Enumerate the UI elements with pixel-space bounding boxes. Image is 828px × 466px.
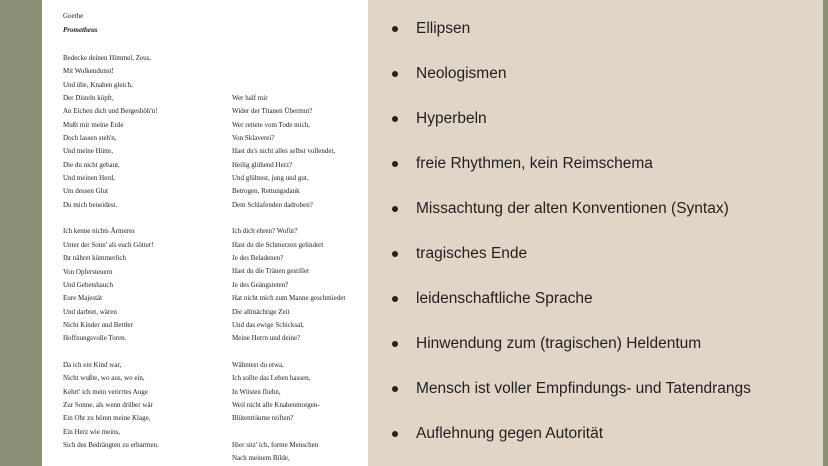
poem-line: Da ich ein Kind war, xyxy=(63,360,122,369)
poem-line: Die allmächtige Zeit xyxy=(232,307,290,316)
poem-line: Ein Ohr zu hören meine Klage, xyxy=(63,414,151,423)
poem-line: Und glühtest, jung und gut, xyxy=(232,174,309,183)
poem-line: Hast du's nicht alles selbst vollendet, xyxy=(232,147,336,156)
bullet-text: Auflehnung gegen Autorität xyxy=(416,425,604,442)
stanza-gap xyxy=(232,426,345,439)
stanza-gap xyxy=(232,212,345,225)
poem-line: An Eichen dich und Bergeshöh'n! xyxy=(63,107,158,116)
bullet-item xyxy=(392,333,812,355)
stanza-gap xyxy=(63,346,159,359)
right-border xyxy=(823,0,828,466)
poem-line: Ich sollte das Leben hassen, xyxy=(232,374,311,383)
poem-line: Und meinen Herd, xyxy=(63,174,115,183)
bullet-dot-icon xyxy=(392,251,398,257)
bullet-text: Ellipsen xyxy=(416,20,471,37)
bullet-item xyxy=(392,63,812,85)
poem-line: Und das ewige Schicksal, xyxy=(232,320,304,329)
poem-line: Von Opfersteuern xyxy=(63,267,113,276)
poem-line: Und übe, Knaben gleich, xyxy=(63,80,133,89)
bullet-dot-icon xyxy=(392,296,398,302)
poem-line: Und Gebetshauch xyxy=(63,280,113,289)
poem-line: Je des Geängsteten? xyxy=(232,280,289,289)
poem-line: Ihr nähret kümmerlich xyxy=(63,254,126,263)
stanza-gap xyxy=(232,346,345,359)
poem-line: Mußt mir meine Erde xyxy=(63,120,124,129)
poem-line: Hast du die Schmerzen gelindert xyxy=(232,240,324,249)
poem-line: Hoffnungsvolle Toren. xyxy=(63,334,127,343)
poem-line: Blütenträume reiften? xyxy=(232,414,294,423)
poem-page xyxy=(42,0,368,466)
poem-line: Wähntest du etwa, xyxy=(232,360,284,369)
poem-line: Um dessen Glut xyxy=(63,187,109,196)
poem-line: Dem Schlafenden dadroben? xyxy=(232,200,313,209)
poem-line: Meine Herrn und deine? xyxy=(232,334,301,343)
poem-line: Eure Majestät xyxy=(63,294,103,303)
poem-line: Nicht wußte, wo aus, wo ein, xyxy=(63,374,145,383)
bullet-item xyxy=(392,243,812,265)
bullet-dot-icon xyxy=(392,206,398,212)
poem-line: Wider der Titanen Übermut? xyxy=(232,107,313,116)
poem-line: Zur Sonne, als wenn drüber wär xyxy=(63,400,153,409)
poem-line: Der Disteln köpft, xyxy=(63,94,114,103)
poem-line: Hast du die Tränen gestillet xyxy=(232,267,309,276)
poem-line: Nicht Kinder und Bettler xyxy=(63,320,133,329)
bullet-dot-icon xyxy=(392,386,398,392)
poem-line: Ein Herz wie meins, xyxy=(63,427,121,436)
poem-line: Kehrt' ich mein verirrtes Auge xyxy=(63,387,148,396)
poem-author: Goethe xyxy=(63,12,84,20)
poem-line: Weil nicht alle Knabenmorgen- xyxy=(232,400,320,409)
poem-line: Nach meinem Bilde, xyxy=(232,454,290,463)
bullet-item xyxy=(392,198,812,220)
left-border xyxy=(0,0,42,466)
bullet-item xyxy=(392,288,812,310)
bullet-item xyxy=(392,378,812,400)
poem-line: Sich des Bedrängten zu erbarmen. xyxy=(63,440,159,449)
bullet-item xyxy=(392,108,812,130)
poem-line: Je des Beladenen? xyxy=(232,254,284,263)
bullet-text: Hyperbeln xyxy=(416,110,487,127)
poem-line: Wer rettete vom Tode mich, xyxy=(232,120,310,129)
poem-line: Doch lassen steh'n, xyxy=(63,134,117,143)
poem-line: Bedecke deinen Himmel, Zeus, xyxy=(63,54,152,62)
poem-right-column xyxy=(232,92,345,466)
bullet-dot-icon xyxy=(392,116,398,122)
poem-line: Hat nicht mich zum Manne geschmiedet xyxy=(232,294,346,303)
bullet-text: Missachtung der alten Konventionen (Syntax) xyxy=(416,200,729,217)
bullet-text: Hinwendung zum (tragischen) Heldentum xyxy=(416,335,702,352)
bullet-dot-icon xyxy=(392,71,398,77)
poem-line: Betrogen, Rettungsdank xyxy=(232,187,300,196)
bullet-text: freie Rhythmen, kein Reimschema xyxy=(416,155,653,172)
poem-left-column xyxy=(63,52,159,452)
poem-line: Von Sklaverei? xyxy=(232,134,275,143)
poem-line: Und darbtet, wären xyxy=(63,307,117,316)
bullet-dot-icon xyxy=(392,161,398,167)
bullet-dot-icon xyxy=(392,26,398,32)
bullet-text: Mensch ist voller Empfindungs- und Tatendrangs xyxy=(416,380,751,397)
bullet-dot-icon xyxy=(392,431,398,437)
bullet-dot-icon xyxy=(392,341,398,347)
poem-line: Heilig glühend Herz? xyxy=(232,160,293,169)
poem-line: Mit Wolkendunst! xyxy=(63,67,114,76)
poem-line: Hier sitz' ich, forme Menschen xyxy=(232,440,319,449)
poem-line: Ich dich ehren? Wofür? xyxy=(232,227,298,236)
poem-line: Du mich beneidest. xyxy=(63,200,118,209)
poem-line: Und meine Hütte, xyxy=(63,147,113,156)
poem-line: Ich kenne nichts Ärmeres xyxy=(63,227,135,236)
poem-line: Wer half mir xyxy=(232,94,268,102)
stanza-gap xyxy=(63,212,159,225)
poem-line: Die du nicht gebaut, xyxy=(63,160,120,169)
bullet-text: tragisches Ende xyxy=(416,245,528,262)
bullet-item xyxy=(392,18,812,40)
bullet-text: leidenschaftliche Sprache xyxy=(416,290,593,307)
bullet-item xyxy=(392,153,812,175)
bullet-item xyxy=(392,423,812,445)
poem-line: In Wüsten fliehn, xyxy=(232,387,281,396)
poem-title: Prometheus xyxy=(63,26,98,34)
poem-line: Unter der Sonn' als euch Götter! xyxy=(63,240,154,249)
bullet-text: Neologismen xyxy=(416,65,507,82)
